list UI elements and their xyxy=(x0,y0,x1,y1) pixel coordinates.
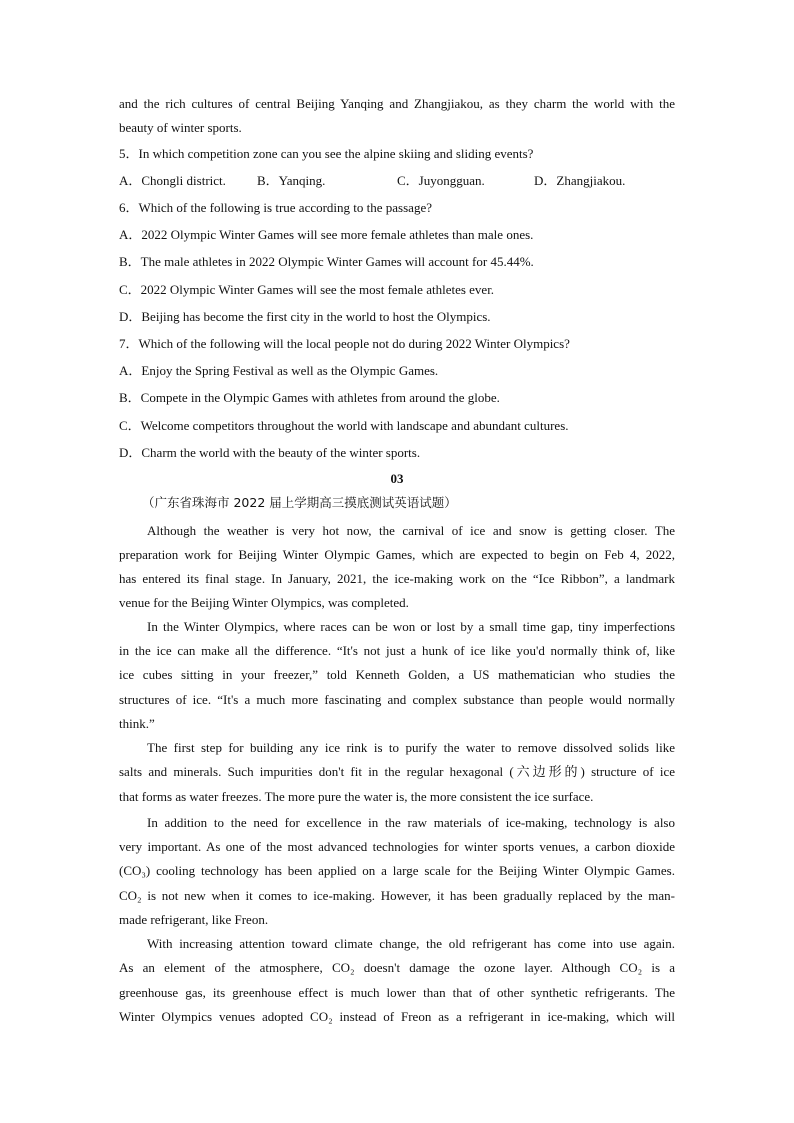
passage-p2-line: In the Winter Olympics, where races can be won or lost by a small time gap, tiny imperfections xyxy=(147,619,675,634)
question-6-option-d: D．Beijing has become the first city in the world to host the Olympics. xyxy=(119,309,491,324)
passage-p2-line: structures of ice. “It's a much more fascinating and complex substance than people would normally xyxy=(119,692,675,707)
passage-p2-line: ice cubes sitting in your freezer,” told Kenneth Golden, a US mathematician who studies the xyxy=(119,667,675,682)
question-7-option-d: D．Charm the world with the beauty of the winter sports. xyxy=(119,445,421,460)
section-source: （广东省珠海市 2022 届上学期高三摸底测试英语试题） xyxy=(142,495,457,510)
passage-p4-line: CO₂ is not new when it comes to ice-making. However, it has been gradually replaced by the man- xyxy=(119,888,675,903)
passage-p1-line: preparation work for Beijing Winter Olympic Games, which are expected to begin on Feb 4, 2022, xyxy=(119,547,675,562)
question-6-stem: 6．Which of the following is true according to the passage? xyxy=(119,200,432,215)
question-6-option-c: C．2022 Olympic Winter Games will see the most female athletes ever. xyxy=(119,282,495,297)
passage-p3-line: The first step for building any ice rink is to purify the water to remove dissolved solids like xyxy=(147,740,675,755)
passage-p4-line: made refrigerant, like Freon. xyxy=(119,912,269,927)
question-5-stem: 5．In which competition zone can you see the alpine skiing and sliding events? xyxy=(119,146,534,161)
option-c: C．Juyongguan. xyxy=(397,173,485,188)
question-7-option-a: A．Enjoy the Spring Festival as well as the Olympic Games. xyxy=(119,363,439,378)
intro-line: beauty of winter sports. xyxy=(119,120,242,135)
option-d: D．Zhangjiakou. xyxy=(534,173,626,188)
passage-p1-line: venue for the Beijing Winter Olympics, was completed. xyxy=(119,595,409,610)
passage-p4-line: very important. As one of the most advanced technologies for winter sports venues, a carbon dioxide xyxy=(119,839,675,854)
option-a: A．Chongli district. xyxy=(119,173,226,188)
question-7-stem: 7．Which of the following will the local people not do during 2022 Winter Olympics? xyxy=(119,336,570,351)
passage-p5-line: Winter Olympics venues adopted CO₂ instead of Freon as a refrigerant in ice-making, which will xyxy=(119,1009,675,1024)
passage-p5-line: As an element of the atmosphere, CO₂ doesn't damage the ozone layer. Although CO₂ is a xyxy=(119,960,675,975)
question-6-option-a: A．2022 Olympic Winter Games will see more female athletes than male ones. xyxy=(119,227,534,242)
passage-p5-line: greenhouse gas, its greenhouse effect is much lower than that of other synthetic refrigerants. The xyxy=(119,985,675,1000)
question-7-option-b: B．Compete in the Olympic Games with athletes from around the globe. xyxy=(119,390,500,405)
intro-line: and the rich cultures of central Beijing Yanqing and Zhangjiakou, as they charm the world with the xyxy=(119,96,675,111)
passage-p2-line: in the ice can make all the difference. “It's not just a hunk of ice like you'd normally think of, like xyxy=(119,643,675,658)
passage-p2-line: think.” xyxy=(119,716,155,731)
passage-p4-line: (CO₃) cooling technology has been applied on a large scale for the Beijing Winter Olympic Games. xyxy=(119,863,675,878)
option-b: B．Yanqing. xyxy=(257,173,326,188)
section-number: 03 xyxy=(390,471,404,486)
passage-p4-line: In addition to the need for excellence in the raw materials of ice-making, technology is also xyxy=(147,815,675,830)
passage-p3-line: that forms as water freezes. The more pure the water is, the more consistent the ice surface. xyxy=(119,789,594,804)
question-7-option-c: C．Welcome competitors throughout the world with landscape and abundant cultures. xyxy=(119,418,569,433)
question-6-option-b: B．The male athletes in 2022 Olympic Winter Games will account for 45.44%. xyxy=(119,254,534,269)
passage-p1-line: Although the weather is very hot now, the carnival of ice and snow is getting closer. The xyxy=(147,523,675,538)
passage-p1-line: has entered its final stage. In January, 2021, the ice-making work on the “Ice Ribbon”, a landmark xyxy=(119,571,675,586)
passage-p5-line: With increasing attention toward climate change, the old refrigerant has come into use again. xyxy=(147,936,675,951)
passage-p3-line: salts and minerals. Such impurities don't fit in the regular hexagonal (六边形的) structure of ice xyxy=(119,764,675,779)
